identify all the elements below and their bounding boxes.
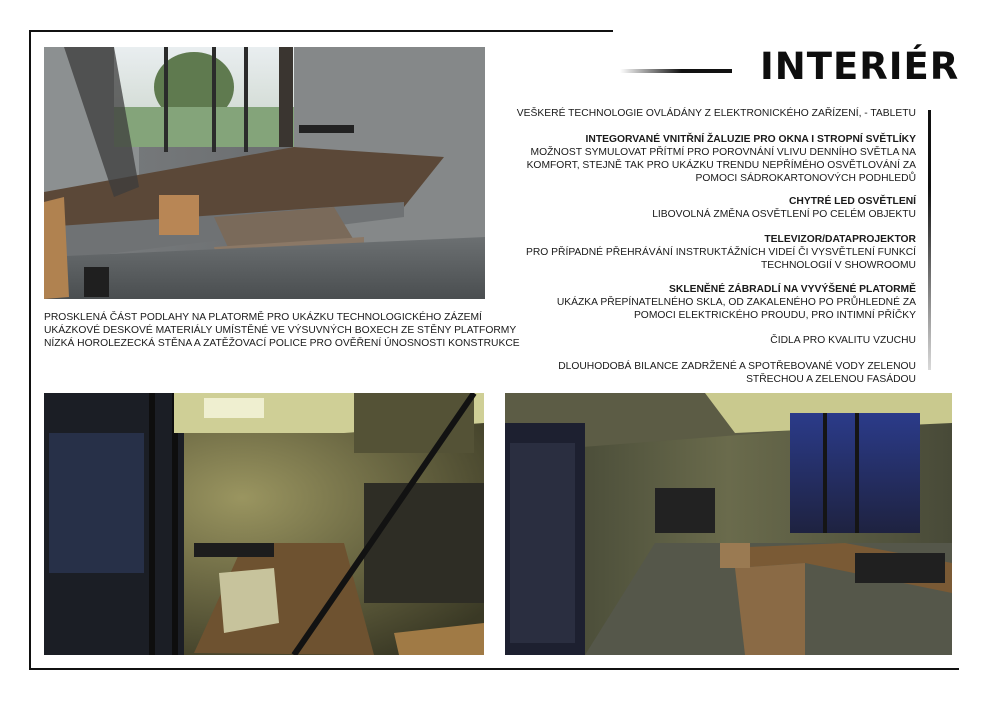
caption-line: NÍZKÁ HOROLEZECKÁ STĚNA A ZATĚŽOVACÍ POLICE PRO OVĚŘENÍ ÚNOSNOSTI KONSTRUKCE: [44, 338, 520, 349]
render-platform-image: [44, 47, 485, 299]
spec-heading: INTEGORVANÉ VNITŘNÍ ŽALUZIE PRO OKNA I STROPNÍ SVĚTLÍKY: [585, 134, 916, 145]
frame-bottom-line: [29, 668, 959, 670]
spec-glass: [516, 283, 916, 322]
spec-body: DLOUHODOBÁ BILANCE ZADRŽENÉ A SPOTŘEBOVANÉ VODY ZELENOU STŘECHOU A ZELENOU FASÁDOU: [558, 361, 916, 385]
spec-air: [516, 334, 916, 347]
spec-body: ČIDLA PRO KVALITU VZUCHU: [770, 335, 916, 346]
spec-led: [516, 195, 916, 221]
spec-body: LIBOVOLNÁ ZMĚNA OSVĚTLENÍ PO CELÉM OBJEKTU: [652, 209, 916, 220]
caption-line: UKÁZKOVÉ DESKOVÉ MATERIÁLY UMÍSTĚNÉ VE VÝSUVNÝCH BOXECH ZE STĚNY PLATFORMY: [44, 325, 517, 336]
spec-tv: [516, 233, 916, 272]
spec-blinds: [516, 133, 916, 185]
spec-body: MOŽNOST SYMULOVAT PŘÍTMÍ PRO POROVNÁNÍ VLIVU DENNÍHO SVĚTLA NA KOMFORT, STEJNĚ TAK PRO UKÁZKU TRENDU NEPŘÍMÉHO OSVĚTLOVÁNÍ ZA POMOCI SÁDROKARTONOVÝCH PODHLEDŮ: [526, 147, 916, 184]
spec-tablet: [516, 107, 916, 120]
title-rule: [620, 69, 732, 73]
spec-side-rule: [928, 110, 931, 370]
render-caption: [44, 311, 520, 350]
spec-heading: CHYTRÉ LED OSVĚTLENÍ: [788, 196, 916, 207]
spec-heading: TELEVIZOR/DATAPROJEKTOR: [764, 234, 916, 245]
spec-body: VEŠKERÉ TECHNOLOGIE OVLÁDÁNY Z ELEKTRONICKÉHO ZAŘÍZENÍ, - TABLETU: [516, 108, 916, 119]
spec-heading: SKLENĚNÉ ZÁBRADLÍ NA VYVÝŠENÉ PLATORMĚ: [669, 284, 916, 295]
caption-line: PROSKLENÁ ČÁST PODLAHY NA PLATORMĚ PRO UKÁZKU TECHNOLOGICKÉHO ZÁZEMÍ: [44, 312, 482, 323]
frame-top-line: [29, 30, 613, 32]
spec-body: PRO PŘÍPADNÉ PŘEHRÁVÁNÍ INSTRUKTÁŽNÍCH VIDEÍ ČI VYSVĚTLENÍ FUNKCÍ TECHNOLOGIÍ V SHOWROOMU: [525, 247, 916, 271]
page-title: INTERIÉR: [760, 45, 960, 88]
render-glass-floor-image: [44, 393, 484, 655]
spec-water: [516, 360, 916, 386]
render-tv-area-image: [505, 393, 952, 655]
frame-left-line: [29, 30, 31, 670]
spec-body: UKÁZKA PŘEPÍNATELNÉHO SKLA, OD ZAKALENÉHO PO PRŮHLEDNÉ ZA POMOCI ELEKTRICKÉHO PROUDU, PRO INTIMNÍ PŘÍČKY: [556, 297, 916, 321]
